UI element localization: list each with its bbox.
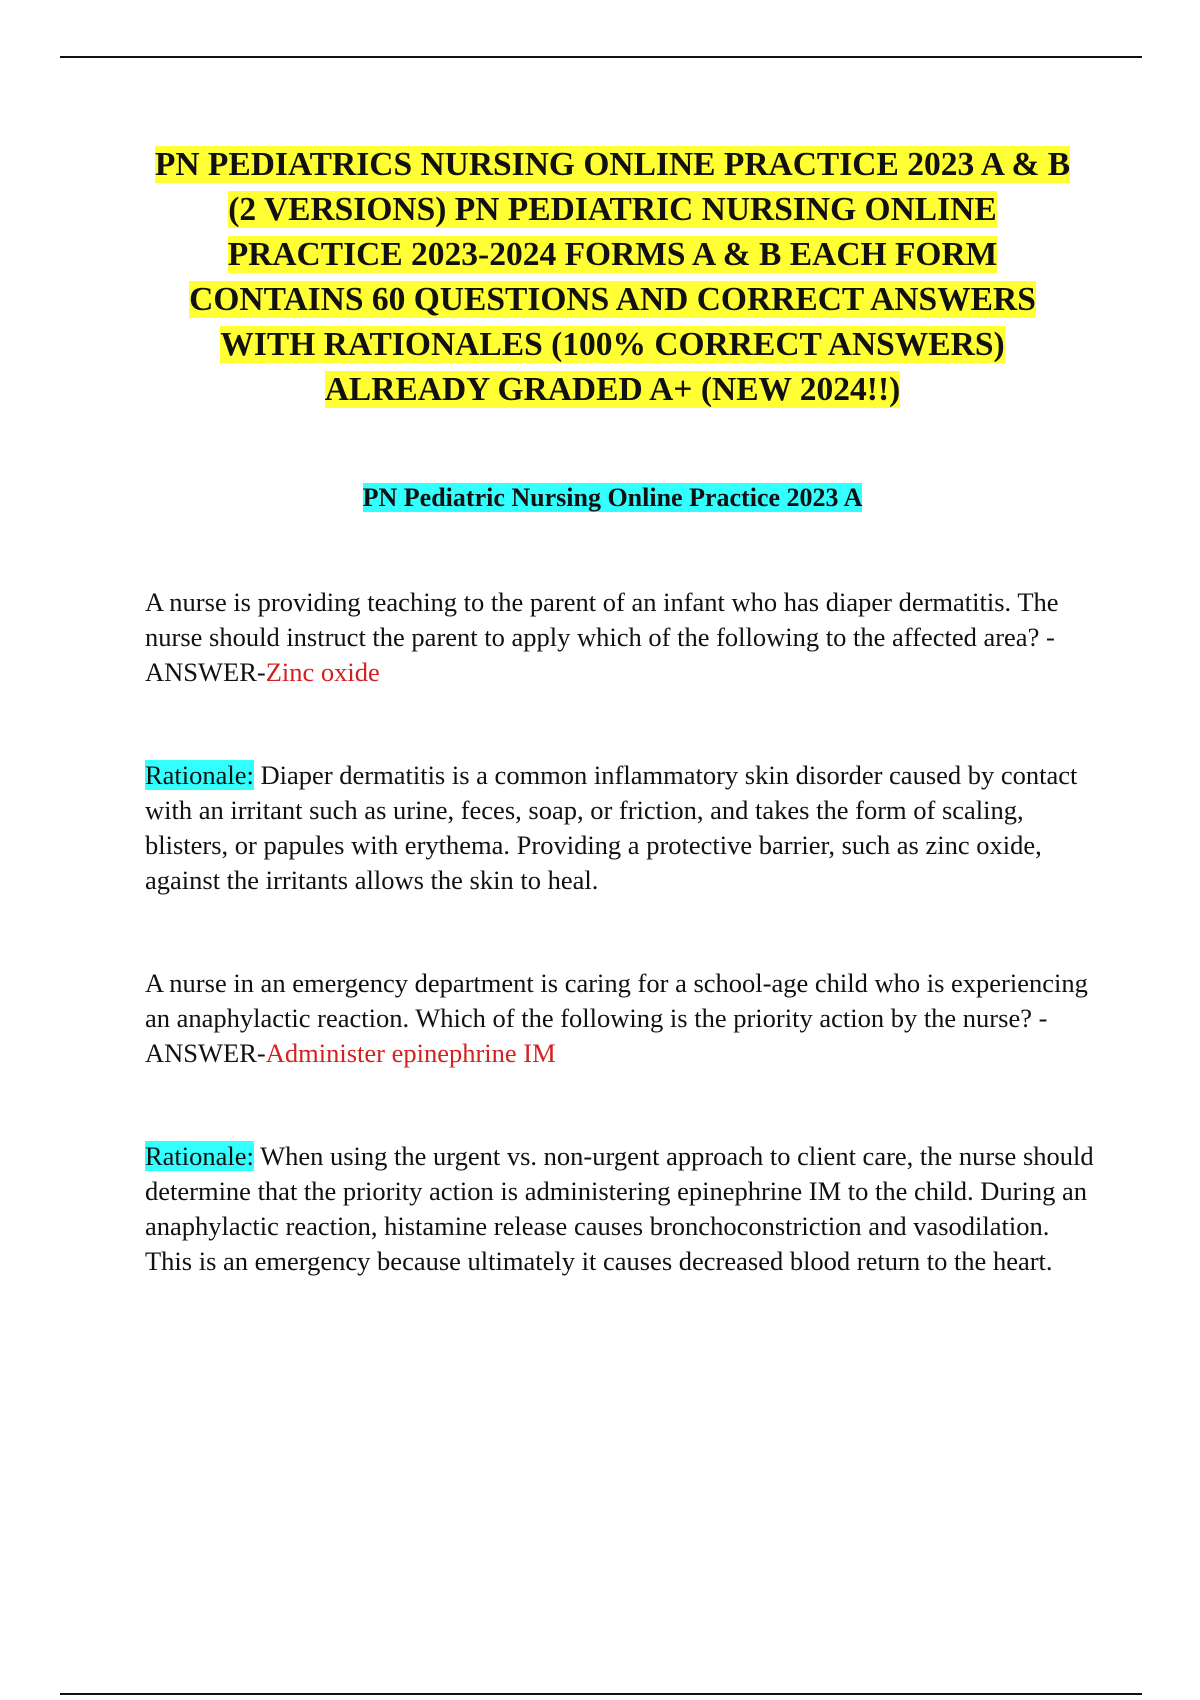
section-subtitle — [140, 481, 1085, 515]
document-title — [140, 142, 1085, 412]
rationale-2-text: When using the urgent vs. non-urgent approach to client care, the nurse should determine that the priority action is administering epinephrine IM to the child. During an anaphylactic reaction, histamine release causes bronchoconstriction and vasodilation. This is an emergency because ultimately it causes decreased blood return to the heart. — [145, 1141, 1094, 1276]
question-1 — [145, 585, 1095, 690]
question-2 — [145, 966, 1095, 1071]
top-rule — [60, 56, 1142, 58]
rationale-1 — [145, 758, 1095, 898]
rationale-2 — [145, 1139, 1095, 1279]
question-2-text: A nurse in an emergency department is caring for a school-age child who is experiencing an anaphylactic reaction. Which of the following is the priority action by the nurse? - ANSWER- — [145, 968, 1088, 1068]
question-1-text: A nurse is providing teaching to the parent of an infant who has diaper dermatitis. The nurse should instruct the parent to apply which of the following to the affected area? - ANSWER- — [145, 587, 1059, 687]
document-title-text: PN PEDIATRICS NURSING ONLINE PRACTICE 2023 A & B (2 VERSIONS) PN PEDIATRIC NURSING ONLINE PRACTICE 2023-2024 FORMS A & B EACH FORM CONTAINS 60 QUESTIONS AND CORRECT ANSWERS WITH RATIONALES (100% CORRECT ANSWERS) ALREADY GRADED A+ (NEW 2024!!) — [154, 146, 1071, 408]
question-2-answer: Administer epinephrine IM — [265, 1038, 556, 1068]
rationale-2-label: Rationale: — [145, 1141, 254, 1171]
rationale-1-text: Diaper dermatitis is a common inflammatory skin disorder caused by contact with an irritant such as urine, feces, soap, or friction, and takes the form of scaling, blisters, or papules with erythema. Providing a protective barrier, such as zinc oxide, against the irritants allows the skin to heal. — [145, 760, 1078, 895]
bottom-rule — [60, 1693, 1142, 1695]
question-1-answer: Zinc oxide — [265, 657, 380, 687]
rationale-1-label: Rationale: — [145, 760, 254, 790]
section-subtitle-text: PN Pediatric Nursing Online Practice 2023 A — [362, 483, 863, 512]
